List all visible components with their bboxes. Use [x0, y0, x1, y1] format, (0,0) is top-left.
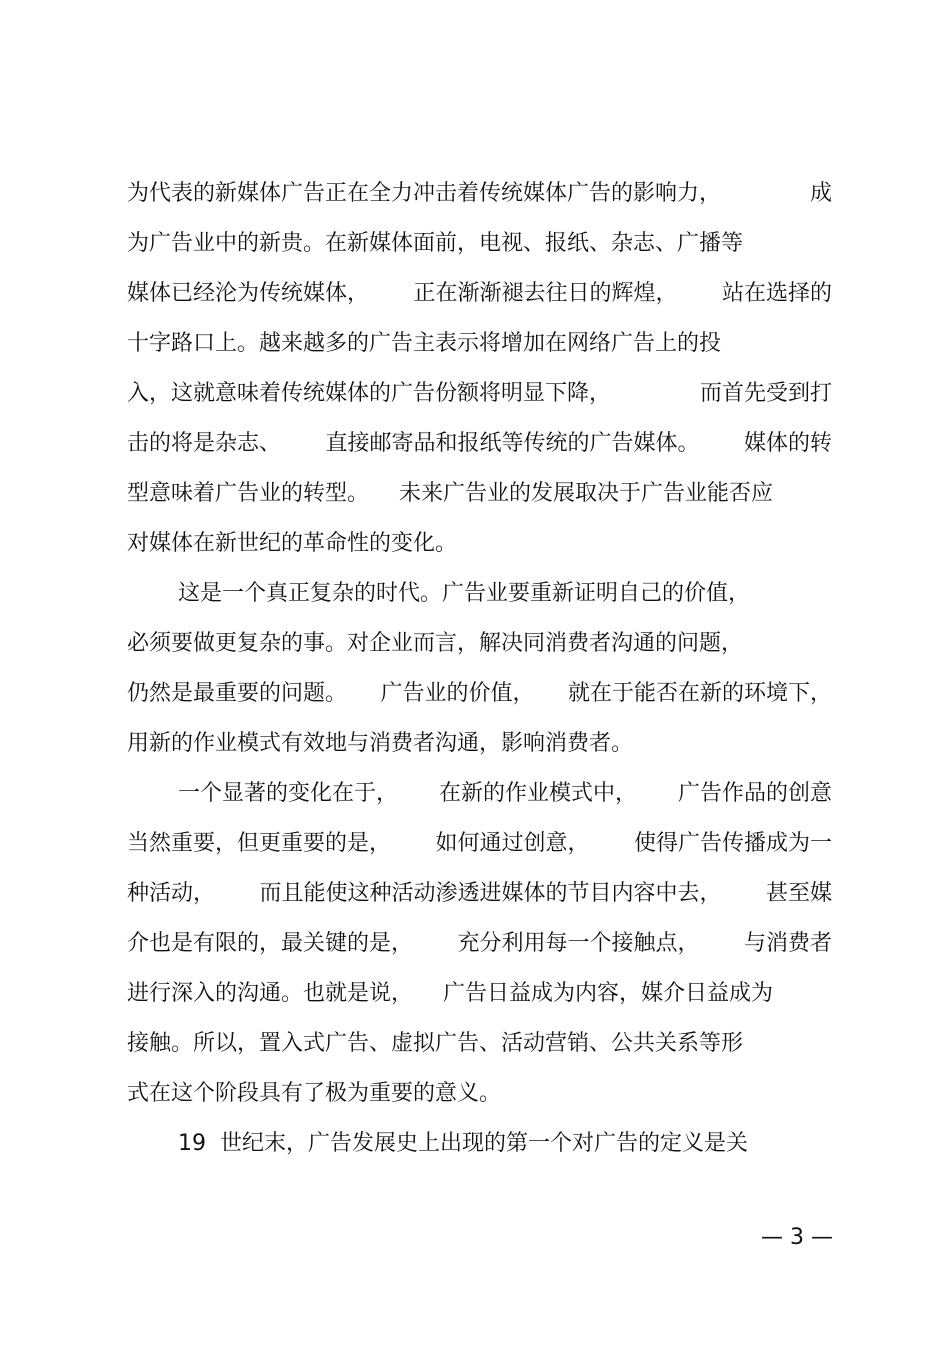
text-line	[178, 1126, 832, 1162]
text-segment: 当然重要，但更重要的是，	[127, 831, 392, 856]
text-line	[127, 876, 832, 912]
text-segment: 正在渐渐褪去往日的辉煌，	[413, 281, 678, 306]
text-segment: 接触。所以，置入式广告、虚拟广告、活动营销、公共关系等形	[127, 1031, 744, 1056]
text-segment: 未来广告业的发展取决于广告业能否应	[399, 481, 774, 506]
text-segment: 如何通过创意，	[435, 831, 590, 856]
text-segment: 使得广告传播成为一	[633, 831, 832, 856]
text-line	[127, 676, 832, 712]
text-line	[127, 376, 832, 412]
text-line	[127, 326, 832, 362]
text-segment: 广告作品的创意	[677, 781, 832, 806]
text-line	[127, 726, 832, 762]
text-line	[127, 276, 832, 312]
text-line	[127, 826, 832, 862]
text-segment: 媒体已经沦为传统媒体，	[127, 281, 370, 306]
text-line	[127, 526, 832, 562]
text-line	[127, 476, 832, 512]
text-segment: 为广告业中的新贵。在新媒体面前，电视、报纸、杂志、广播等	[127, 231, 744, 256]
text-segment: 用新的作业模式有效地与消费者沟通，影响消费者。	[127, 731, 634, 756]
text-segment: 广告业的价值，	[380, 681, 535, 706]
text-segment: 为代表的新媒体广告正在全力冲击着传统媒体广告的影响力，	[127, 181, 722, 206]
text-segment: 对媒体在新世纪的革命性的变化。	[127, 531, 458, 556]
text-line	[127, 426, 832, 462]
text-line	[127, 1026, 832, 1062]
text-line	[127, 226, 832, 262]
text-line	[127, 626, 832, 662]
text-segment: 广告日益成为内容，媒介日益成为	[443, 981, 774, 1006]
text-segment: 必须要做更复杂的事。对企业而言，解决同消费者沟通的问题，	[127, 631, 744, 656]
text-line	[178, 776, 832, 812]
text-line	[178, 576, 832, 612]
text-line	[127, 1076, 832, 1112]
text-segment: 甚至媒	[765, 881, 832, 906]
text-segment: 站在选择的	[721, 281, 832, 306]
text-segment: 就在于能否在新的环境下，	[567, 681, 832, 706]
text-segment: 这是一个真正复杂的时代。广告业要重新证明自己的价值，	[178, 581, 751, 606]
text-segment: 与消费者	[743, 931, 832, 956]
text-segment: 击的将是杂志、	[127, 431, 282, 456]
text-segment: 介也是有限的，最关键的是，	[127, 931, 414, 956]
text-segment: 而首先受到打	[699, 381, 832, 406]
text-segment: 充分利用每一个接触点，	[457, 931, 700, 956]
text-segment: 十字路口上。越来越多的广告主表示将增加在网络广告上的投	[127, 331, 722, 356]
text-segment: 而且能使这种活动渗透进媒体的节目内容中去，	[259, 881, 722, 906]
page-number: — 3 —	[761, 1225, 833, 1250]
text-segment: 仍然是最重要的问题。	[127, 681, 348, 706]
text-segment: 直接邮寄品和报纸等传统的广告媒体。	[325, 431, 700, 456]
text-line	[127, 926, 832, 962]
text-line	[127, 176, 832, 212]
text-segment: 成	[809, 181, 832, 206]
text-segment: 种活动，	[127, 881, 216, 906]
text-segment: 媒体的转	[743, 431, 832, 456]
text-segment: 型意味着广告业的转型。	[127, 481, 370, 506]
text-segment: 入，这就意味着传统媒体的广告份额将明显下降，	[127, 381, 612, 406]
text-segment: 一个显著的变化在于，	[178, 781, 399, 806]
text-segment: 19 世纪末，广告发展史上出现的第一个对广告的定义是关	[178, 1131, 748, 1156]
text-segment: 进行深入的沟通。也就是说，	[127, 981, 414, 1006]
text-line	[127, 976, 832, 1012]
text-segment: 式在这个阶段具有了极为重要的意义。	[127, 1081, 502, 1106]
text-segment: 在新的作业模式中，	[438, 781, 637, 806]
